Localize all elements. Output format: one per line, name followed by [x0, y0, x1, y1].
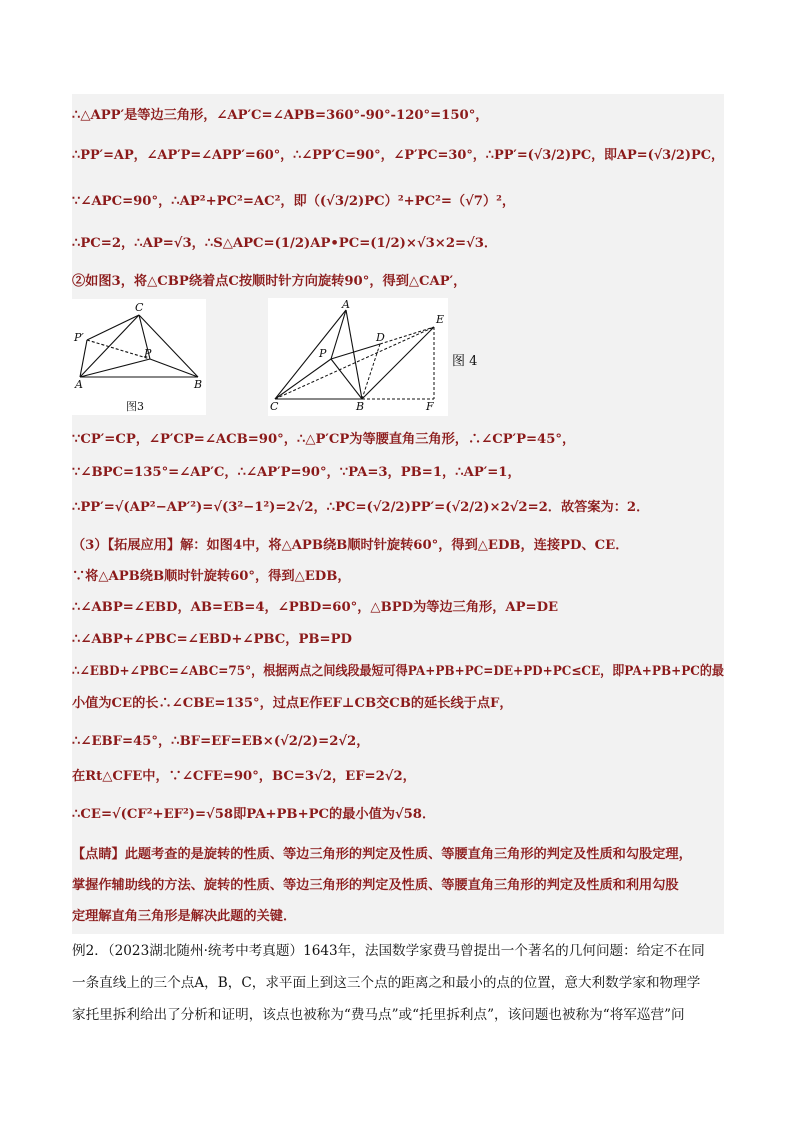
example-2-line-3: 家托里拆利给出了分析和证明，该点也被称为“费马点”或“托里拆利点”，该问题也被称为“将军巡营”问: [72, 1007, 685, 1023]
solution-line-3: ∵∠APC=90°，∴AP²+PC²=AC²，即（(√3/2)PC）²+PC²=（√7）²，: [72, 194, 516, 209]
fig4-label-a: A: [342, 298, 350, 311]
solution-line-13: ∴∠EBD+∠PBC=∠ABC=75°，根据两点之间线段最短可得PA+PB+PC=DE+PD+PC≤CE，即PA+PB+PC的最: [72, 664, 724, 679]
solution-line-7: ∵∠BPC=135°=∠AP′C，∴∠AP′P=90°，∵PA=3，PB=1，∴AP′=1，: [72, 465, 521, 480]
figure-3-diagram: [72, 299, 206, 415]
fig3-label-b: B: [194, 378, 203, 391]
solution-line-11: ∴∠ABP=∠EBD，AB=EB=4，∠PBD=60°，△BPD为等边三角形，AP=DE: [72, 600, 559, 615]
fig4-label-e: E: [436, 313, 445, 326]
figure-3: [72, 299, 206, 415]
fig4-label-c: C: [270, 400, 279, 413]
solution-line-14: 小值为CE的长∴∠CBE=135°，过点E作EF⊥CB交CB的延长线于点F，: [72, 696, 513, 711]
solution-line-20: 定理解直角三角形是解决此题的关键．: [72, 909, 297, 924]
solution-line-4: ∴PC=2，∴AP=√3，∴S△APC=(1/2)AP•PC=(1/2)×√3×2=√3．: [72, 236, 498, 251]
solution-line-9: （3）【拓展应用】解：如图4中，将△APB绕B顺时针旋转60°，得到△EDB，连接PD、CE．: [72, 538, 629, 553]
solution-line-2: ∴PP′=AP，∠AP′P=∠APP′=60°，∴∠PP′C=90°，∠P′PC=30°，∴PP′=(√3/2)PC，即AP=(√3/2)PC，: [72, 148, 724, 163]
solution-line-12: ∴∠ABP+∠PBC=∠EBD+∠PBC，PB=PD: [72, 632, 352, 647]
solution-line-15: ∴∠EBF=45°，∴BF=EF=EB×(√2/2)=2√2，: [72, 734, 370, 749]
solution-line-5: ②如图3，将△CBP绕着点C按顺时针方向旋转90°，得到△CAP′，: [72, 274, 467, 289]
fig3-label-p-prime: P′: [74, 331, 84, 344]
solution-line-17: ∴CE=√(CF²+EF²)=√58即PA+PB+PC的最小值为√58．: [72, 807, 436, 822]
solution-line-16: 在Rt△CFE中，∵∠CFE=90°，BC=3√2，EF=2√2，: [72, 769, 416, 784]
solution-line-19: 掌握作辅助线的方法、旋转的性质、等边三角形的判定及性质、等腰直角三角形的判定及性质和利用勾股: [72, 878, 679, 893]
fig4-label-f: F: [426, 400, 434, 413]
solution-line-18: 【点睛】此题考查的是旋转的性质、等边三角形的判定及性质、等腰直角三角形的判定及性质和勾股定理，: [72, 847, 692, 862]
figure-4-diagram: [268, 298, 448, 416]
fig3-label-p: P: [144, 347, 152, 360]
example-2-line-1: 例2．（2023湖北随州·统考中考真题）1643年，法国数学家费马曾提出一个著名的几何问题：给定不在同: [72, 943, 705, 959]
fig3-label-c: C: [135, 301, 144, 314]
solution-line-10: ∵将△APB绕B顺时针旋转60°，得到△EDB，: [72, 569, 351, 584]
figure-4: [268, 298, 448, 416]
fig3-caption: 图3: [126, 400, 144, 413]
fig4-caption: 图 4: [452, 354, 478, 369]
fig4-label-b: B: [356, 400, 365, 413]
solution-line-6: ∵CP′=CP，∠P′CP=∠ACB=90°，∴△P′CP为等腰直角三角形，∴∠CP′P=45°，: [72, 432, 576, 447]
fig3-label-a: A: [75, 378, 83, 391]
example-2-line-2: 一条直线上的三个点A，B，C，求平面上到这三个点的距离之和最小的点的位置，意大利数学家和物理学: [72, 975, 701, 991]
fig4-label-p: P: [319, 347, 327, 360]
solution-line-8: ∴PP′=√(AP²−AP′²)=√(3²−1²)=2√2，∴PC=(√2/2)PP′=(√2/2)×2√2=2．故答案为：2．: [72, 500, 650, 515]
fig4-label-d: D: [376, 331, 385, 344]
solution-line-1: ∴△APP′是等边三角形，∠AP′C=∠APB=360°-90°-120°=150°，: [72, 108, 489, 123]
